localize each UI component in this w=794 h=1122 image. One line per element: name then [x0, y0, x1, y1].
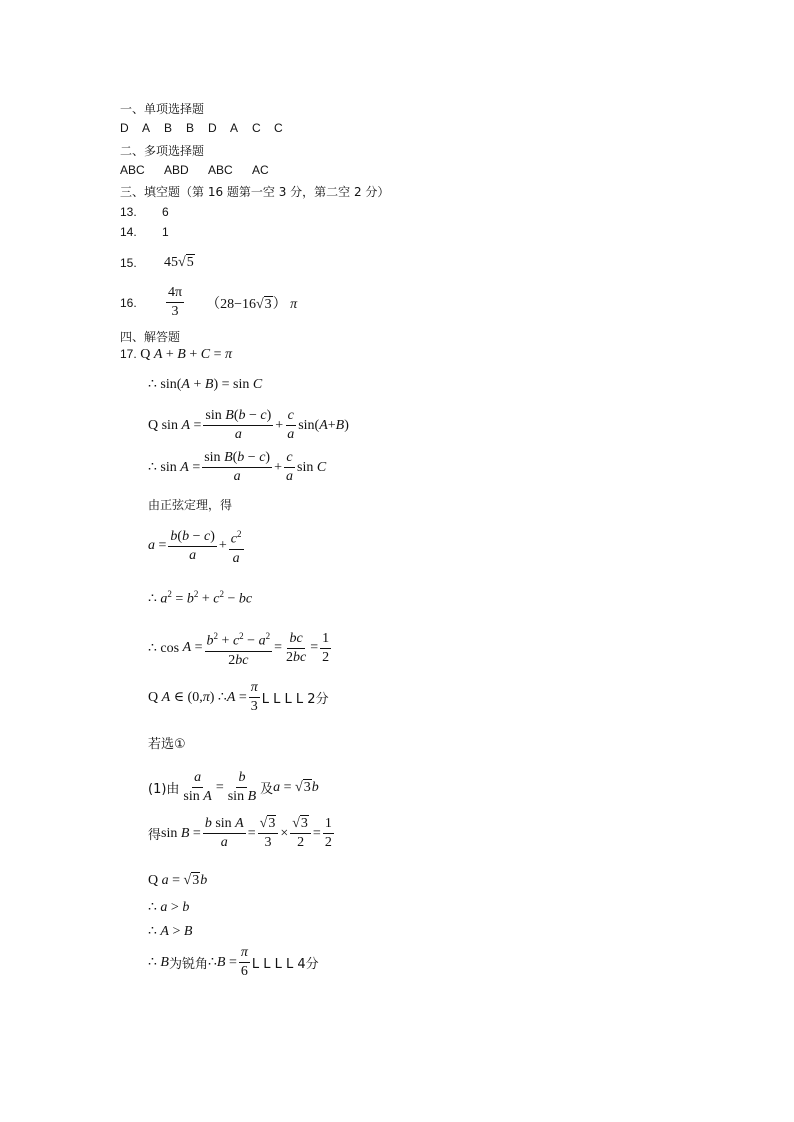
fill-q15: 15. 45 √ 5 [120, 254, 194, 270]
q17-sine-law-text: 由正弦定理，得 [148, 498, 233, 512]
section-1-title: 一、单项选择题 [120, 102, 205, 116]
q17-line-8: Q A ∈ (0, π ) ∴ A = $\frac{\pi}{3}$ L L L L 2分 [148, 680, 329, 714]
answer-3: B [164, 121, 173, 135]
answer-1: D [120, 121, 129, 135]
q17-line-9: (1)由 $\frac{a}{\text{sin A}}$ = $\frac{b}{\text{sin B}}$ 及 a = √ 3 b [148, 770, 319, 804]
q16-second-answer: （28−16√3） π [206, 296, 298, 312]
q17-line-7: ∴ cos A = $\frac{b^2 + c^2 - a^2}{2bc}$ = $\frac{bc}{2bc}$ = $\frac{1}{2}$ [148, 628, 333, 669]
q17-line-1: 17. Q A + B + C = π [120, 347, 233, 362]
fill-q16 [120, 285, 297, 320]
q14-answer: 1 [162, 225, 169, 239]
answer-2: A [142, 121, 151, 135]
multi-answer-4: AC [252, 163, 269, 177]
q17-line-5: a = $\frac{b(b - c)}{a}$ + $\frac{c^2}{a}$ [148, 526, 246, 567]
score-4-marker: L L L L 4分 [251, 957, 319, 972]
q13-number: 13. [120, 205, 137, 219]
q17-line-3: Q sin A = $\frac{\text{sin B(b − c)}}{a}$ + $\frac{c}{a}$ sin( A + B ) [148, 408, 349, 442]
section-4-title: 四、解答题 [120, 330, 181, 344]
q17-line-14: ∴ B 为锐角 ∴ B = $\frac{\pi}{6}$ L L L L 4分 [148, 945, 319, 979]
q13-answer: 6 [162, 205, 169, 219]
answer-7: C [252, 121, 261, 135]
q17-number: 17. [120, 347, 137, 361]
fill-q14 [120, 225, 169, 239]
answer-6: A [230, 121, 239, 135]
q14-number: 14. [120, 225, 137, 239]
section-3-title: 三、填空题（第 16 题第一空 3 分，第二空 2 分） [120, 185, 390, 199]
score-2-marker: L L L L 2分 [261, 692, 329, 707]
q17-if-choose-1: 若选① [148, 737, 186, 752]
multi-answer-1: ABC [120, 163, 145, 177]
q17-line-12: ∴ a > b [148, 900, 190, 915]
section-1-answers [120, 121, 296, 135]
multi-answer-2: ABD [164, 163, 189, 177]
q17-line-11: Q a = √3b [148, 873, 208, 888]
multi-answer-3: ABC [208, 163, 233, 177]
q15-number: 15. [120, 255, 137, 270]
q15-coefficient: 45 [164, 254, 178, 270]
q17-line-4: ∴ sin A = $\frac{\text{sin B(b − c)}}{a}$ + $\frac{c}{a}$ sin C [148, 450, 327, 484]
section-2-answers [120, 163, 296, 177]
q17-line-10: 得 sin B = $\frac{\text{b sin A}}{a}$ = $\frac{√3}{3}$ × $\frac{√3}{2}$ = $\frac{1}{2}$ [148, 816, 332, 850]
q15-radicand: 5 [186, 255, 194, 270]
q16-first-answer: $\frac{4\pi}{3}$ [168, 285, 183, 319]
q17-line-2: ∴ sin(A + B) = sin C [148, 377, 263, 392]
answer-4: B [186, 121, 195, 135]
fill-q13 [120, 205, 169, 219]
answer-5: D [208, 121, 217, 135]
q16-number: 16. [120, 295, 137, 310]
section-2-title: 二、多项选择题 [120, 144, 205, 158]
q17-line-6: ∴ $a^2 = b^2 + c^2$ − bc [148, 589, 253, 607]
answer-8: C [274, 121, 283, 135]
q17-line-13: ∴ A > B [148, 924, 193, 939]
